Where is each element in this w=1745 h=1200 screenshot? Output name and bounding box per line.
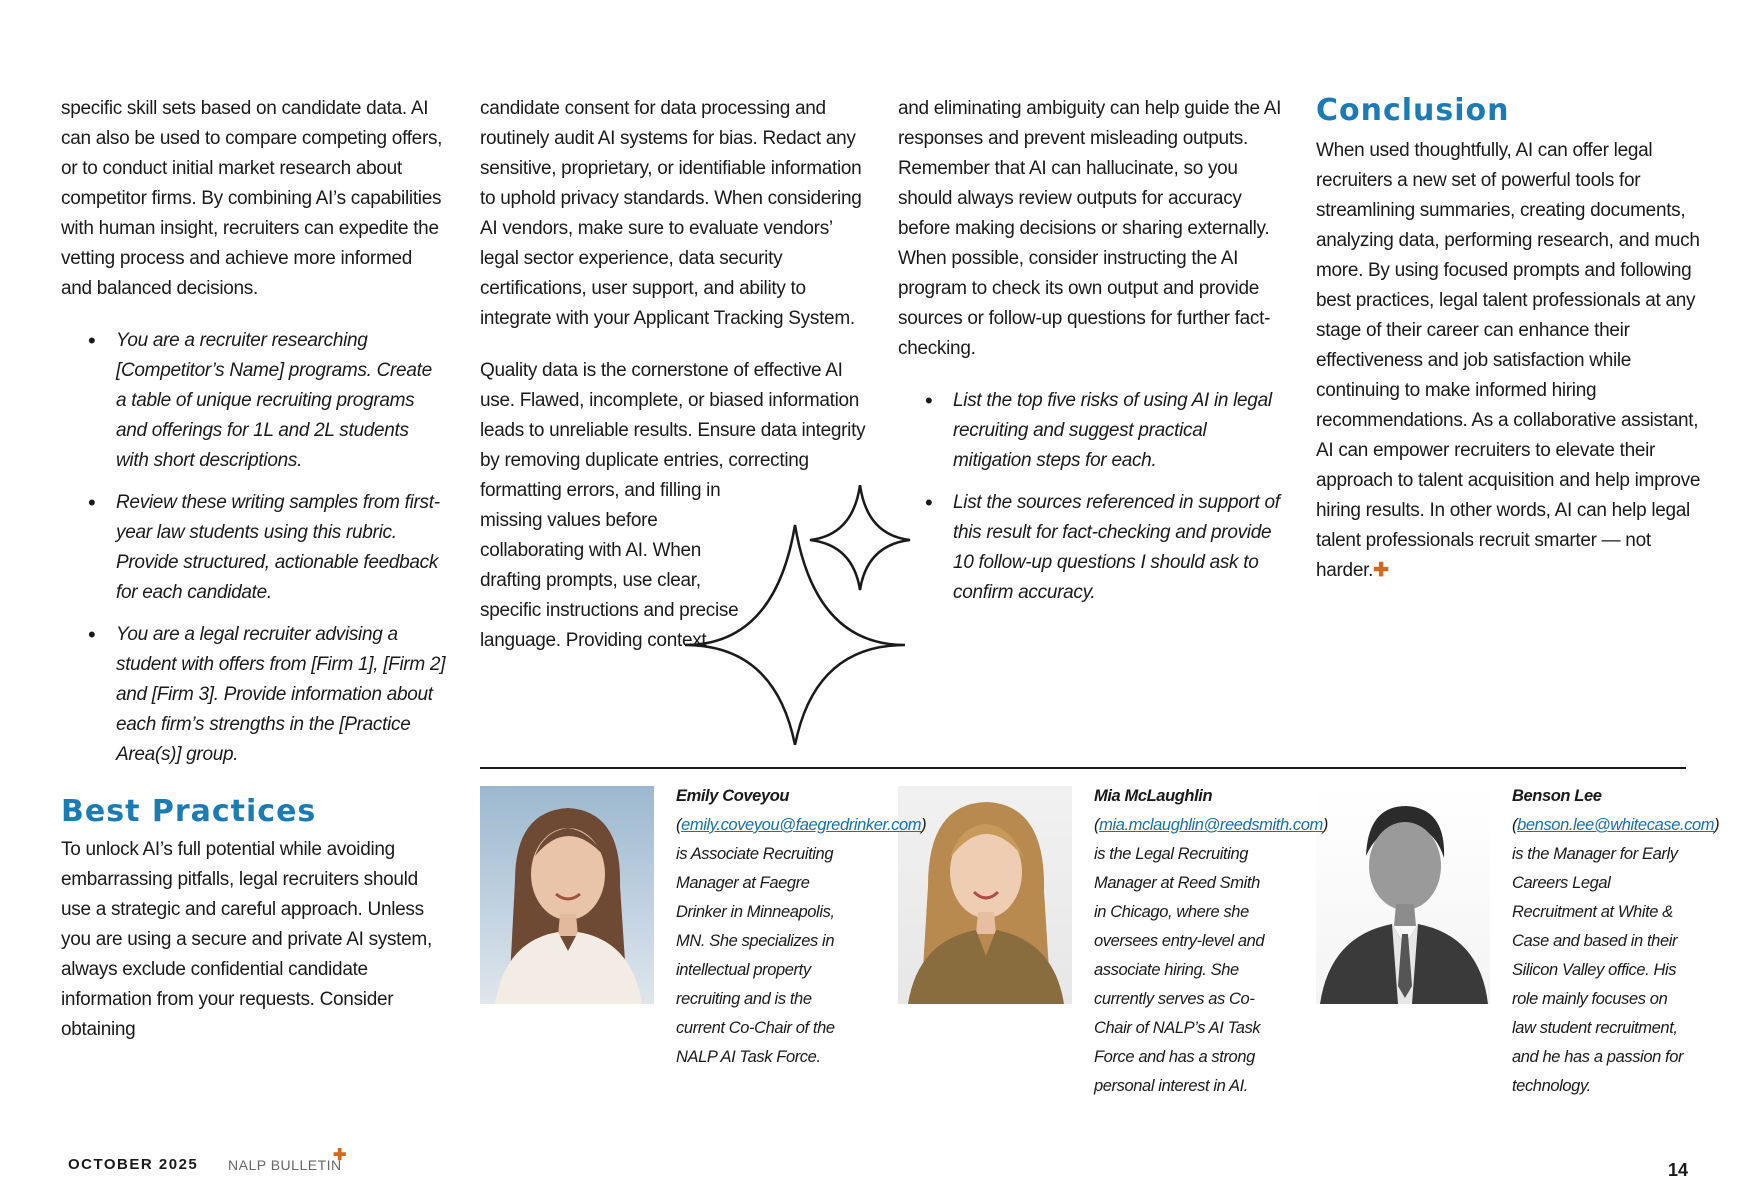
sparkle-stars-icon [675, 485, 915, 745]
small-star-icon [810, 485, 910, 590]
author-email-link[interactable]: benson.lee@whitecase.com [1517, 816, 1715, 834]
author-bio-mia: Mia McLaughlin (mia.mclaughlin@reedsmith.comis the Legal Recruiting Manager at Reed Smith in Chicago, where she oversees entry-level and associate hiring. She currently serves as Co-Chair of NALP’s AI Task Force and has a strong personal interest in AI. [1094, 787, 1323, 1095]
author-bio-benson: Benson Lee (benson.lee@whitecase.com) is the Manager for Early Careers Legal Recruitment at White & Case and based in their Silicon Valley office. His role mainly focuses on law student recruitment, and he has a passion for technology. [1512, 787, 1720, 1095]
column-4 [1316, 94, 1701, 586]
author-description: is the Manager for Early Careers Legal Recruitment at White & Case and based in their Silicon Valley office. His role mainly focuses on law student recruitment, and he has a passion for technology. [1512, 845, 1684, 1095]
divider [480, 767, 1686, 769]
author-photo-emily [480, 786, 654, 1004]
footer-date: OCTOBER 2025 [68, 1156, 199, 1173]
plus-icon: ✚ [333, 1147, 347, 1164]
author-photo-benson [1316, 786, 1490, 1004]
author-name: Emily Coveyou [676, 787, 790, 805]
col2-paragraph-2-wrap: formatting errors, and filling in missing values before collaborating with AI. When drafting prompts, use clear, specific instructions and precise language. Providing context [480, 480, 739, 651]
footer-publication: NALP BULLETIN [228, 1157, 342, 1173]
prompt-item: • You are a legal recruiter advising a student with offers from [Firm 1], [Firm 2] and [Firm 3]. Provide information about each firm’s strengths in the [Practice Area(s)] group. [61, 620, 446, 770]
column-3 [898, 94, 1283, 620]
col1-paragraph: specific skill sets based on candidate data. AI can also be used to compare competing offers, or to conduct initial market research about competitor firms. By combining AI’s capabilities with human insight, recruiters can expedite the vetting process and achieve more informed and balanced decisions. [61, 98, 443, 299]
prompt-item: • Review these writing samples from first-year law students using this rubric. Provide structured, actionable feedback for each candidate. [61, 488, 446, 608]
conclusion-heading: Conclusion [1316, 93, 1510, 128]
author-bio-emily: Emily Coveyou (emily.coveyou@faegredrinker.comis Associate Recruiting Manager at Faegre Drinker in Minneapolis, MN. She specializes in intellectual property recruiting and is the current Co-Chair of the NALP AI Task Force. [676, 787, 922, 1066]
author-email-link[interactable]: emily.coveyou@faegredrinker.com [681, 816, 922, 834]
author-description: is Associate Recruiting Manager at Faegre Drinker in Minneapolis, MN. She specializes in intellectual property recruiting and is the current Co-Chair of the NALP AI Task Force. [676, 845, 835, 1066]
author-name: Benson Lee [1512, 787, 1602, 805]
prompt-list-1 [61, 326, 446, 770]
col2-paragraph-2: Quality data is the cornerstone of effective AI use. Flawed, incomplete, or biased information leads to unreliable results. Ensure data integrity by removing duplicate entries, correcting [480, 360, 866, 471]
col2-paragraph-1: candidate consent for data processing and routinely audit AI systems for bias. Redact any sensitive, proprietary, or identifiable information to uphold privacy standards. When considering AI vendors, make sure to evaluate vendors’ legal sector experience, data security certifications, user support, and ability to integrate with your Applicant Tracking System. [480, 98, 862, 329]
end-mark-icon: ✚ [1373, 560, 1389, 581]
prompt-item: • List the top five risks of using AI in legal recruiting and suggest practical mitigation steps for each. [898, 386, 1283, 476]
prompt-list-2 [898, 386, 1283, 608]
prompt-item: • You are a recruiter researching [Competitor’s Name] programs. Create a table of unique recruiting programs and offerings for 1L and 2L students with short descriptions. [61, 326, 446, 476]
conclusion-body: When used thoughtfully, AI can offer legal recruiters a new set of powerful tools for streamlining summaries, creating documents, analyzing data, performing research, and much more. By using focused prompts and following best practices, legal talent professionals at any stage of their career can enhance their effectiveness and job satisfaction while continuing to make informed hiring recommendations. As a collaborative assistant, AI can empower recruiters to elevate their approach to talent acquisition and help improve hiring results. In other words, AI can help legal talent professionals recruit smarter — not harder.✚ [1316, 140, 1701, 581]
prompt-item: • List the sources referenced in support of this result for fact-checking and provide 10 follow-up questions I should ask to confirm accuracy. [898, 488, 1283, 608]
page-number: 14 [1668, 1160, 1689, 1180]
best-practices-body: To unlock AI’s full potential while avoiding embarrassing pitfalls, legal recruiters should use a strategic and careful approach. Unless you are using a secure and private AI system, always exclude confidential candidate information from your requests. Consider obtaining [61, 839, 432, 1040]
column-1 [61, 94, 446, 782]
col3-paragraph: and eliminating ambiguity can help guide the AI responses and prevent misleading outputs. Remember that AI can hallucinate, so you should always review outputs for accuracy before making decisions or sharing externally. When possible, consider instructing the AI program to check its own output and provide sources or follow-up questions for further fact-checking. [898, 98, 1282, 359]
author-email-link[interactable]: mia.mclaughlin@reedsmith.com [1099, 816, 1323, 834]
author-name: Mia McLaughlin [1094, 787, 1213, 805]
author-description: is the Legal Recruiting Manager at Reed Smith in Chicago, where she oversees entry-level and associate hiring. She currently serves as Co-Chair of NALP’s AI Task Force and has a strong personal interest in AI. [1094, 845, 1265, 1095]
best-practices-heading: Best Practices [61, 794, 317, 829]
